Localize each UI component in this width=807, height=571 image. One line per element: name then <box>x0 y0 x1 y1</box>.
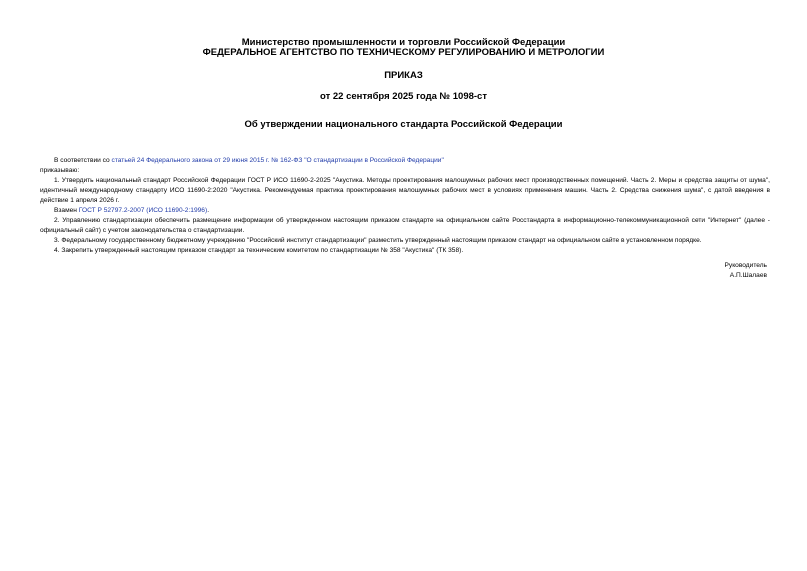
order-label: ПРИКАЗ <box>384 70 423 81</box>
federal-law-link[interactable]: статьей 24 Федерального закона от 29 июня 2015 г. № 162-ФЗ "О стандартизации в Российской Федерации" <box>111 157 444 164</box>
document-title: Об утверждении национального стандарта Российской Федерации <box>244 119 563 130</box>
signature-block <box>725 261 767 281</box>
replace-prefix: Взамен <box>54 207 79 214</box>
agency-name: ФЕДЕРАЛЬНОЕ АГЕНТСТВО ПО ТЕХНИЧЕСКОМУ РЕГУЛИРОВАНИЮ И МЕТРОЛОГИИ <box>202 47 605 58</box>
order-word: приказываю: <box>40 167 80 174</box>
item-1-paragraph: 1. Утвердить национальный стандарт Российской Федерации ГОСТ Р ИСО 11690-2-2025 "Акустика. Методы проектирования малошумных рабочих мест производственных помещений. Часть 2. Меры и средства защиты от шума", идентичный международному стандарту ИСО 11690-2:2020 "Акустика. Рекомендуемая практика проектирования малошумных рабочих мест в условиях применения машин. Часть 2. Средства снижения шума", с датой введения в действие 1 апреля 2026 г. <box>40 177 770 204</box>
item-2-paragraph: 2. Управлению стандартизации обеспечить размещение информации об утвержденном настоящим приказом стандарте на официальном сайте Росстандарта в информационно-телекоммуникационной сети "Интернет" (далее - официальный сайт) с учетом законодательства о стандартизации. <box>40 217 770 234</box>
replacement-paragraph <box>40 206 770 216</box>
signatory-name: А.П.Шалаев <box>729 272 767 279</box>
intro-paragraph <box>40 156 770 166</box>
signatory-position: Руководитель <box>724 262 767 269</box>
replace-suffix: . <box>207 207 210 214</box>
item-3-paragraph: 3. Федеральному государственному бюджетному учреждению "Российский институт стандартизации" разместить утвержденный настоящим приказом стандарт на официальном сайте в установленном порядке. <box>54 237 702 244</box>
ministry-name: Министерство промышленности и торговли Российской Федерации <box>241 37 566 48</box>
document-body <box>40 156 770 256</box>
gost-replaced-link[interactable]: ГОСТ Р 52797.2-2007 (ИСО 11690-2:1996) <box>78 207 208 214</box>
order-date: от 22 сентября 2025 года № 1098-ст <box>320 91 487 102</box>
item-4-paragraph: 4. Закрепить утвержденный настоящим приказом стандарт за техническим комитетом по стандартизации № 358 "Акустика" (ТК 358). <box>54 247 464 254</box>
intro-prefix: В соответствии со <box>54 157 112 164</box>
